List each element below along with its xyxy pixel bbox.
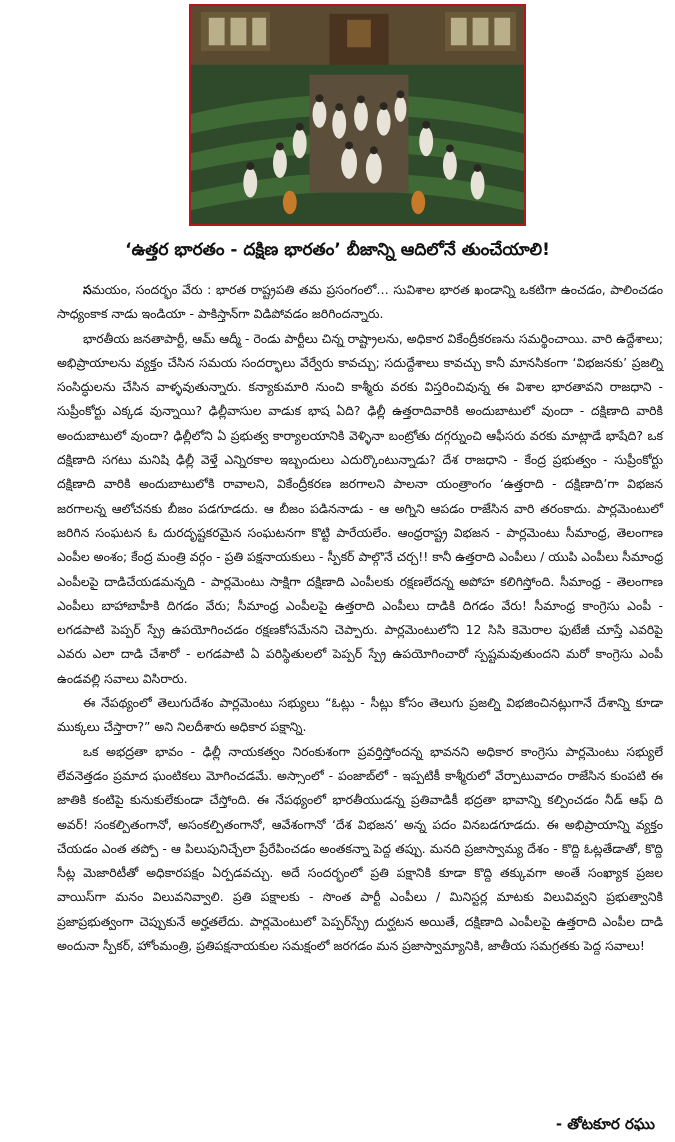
article-paragraph: ఈ నేపథ్యంలో తెలుగుదేశం పార్లమెంటు సభ్యులు “ఓట్లు - సీట్లు కోసం తెలుగు ప్రజల్ని విభజించినట్లుగానే దేశాన్ని కూడా ముక్కలు చేస్తారా?” అని నిలదీశారు అధికార పక్షాన్ని. — [57, 695, 663, 735]
parliament-photo — [189, 4, 526, 226]
headline: ‘ఉత్తర భారతం - దక్షిణ భారతం’ బీజాన్ని ఆదిలోనే తుంచేయాలి! — [125, 240, 550, 260]
article-body — [57, 278, 663, 958]
author-byline: - తోటకూర రఘు — [555, 1115, 655, 1133]
article-paragraph: సమయం, సందర్భం వేరు : భారత రాష్ట్రపతి తమ ప్రసంగంలో… సువిశాల భారత ఖండాన్ని ఒకటిగా ఉంచడం, పాలించడం సాధ్యంకాక నాడు ఇండియా - పాకిస్తాన్‌గా విడిపోవడం జరిగిందన్నారు. — [57, 282, 663, 322]
parliament-chamber-image — [191, 6, 524, 224]
article-paragraph: భారతీయ జనతాపార్టీ, ఆమ్ ఆద్మీ - రెండు పార్టీలు చిన్న రాష్ట్రాలను, అధికార వికేంద్రీకరణను సమర్థించాయి. వారి ఉద్దేశాలు; అభిప్రాయాలను వ్యక్తం చేసిన సమయ సందర్భాలు వేర్వేరు కావచ్చు; సదుద్దేశాలు కావచ్చు కానీ మానసికంగా ‘విభజనకు’ ప్రజల్ని సంసిద్ధులను చేసిన వాళ్ళవుతున్నారు. కన్యాకుమారి నుంచి కాశ్మీరు వరకు విస్తరించివున్న ఈ విశాల భారతావని రాజధాని - సుప్రీంకోర్టు ఎక్కడ వున్నాయి? ఢిల్లీవాసుల వాడుక భాష ఏది? ఢిల్లీ ఉత్తరాదివారికి అందుబాటులో వుందా - దక్షిణాది వారికి అందుబాటులో వుందా? ఢిల్లీలోని ఏ ప్రభుత్వ కార్యాలయానికి వెళ్ళినా బంట్రోతు దగ్గర్నుంచి ఆఫీసరు వరకు మాట్లాడే భాషేది? ఒక దక్షిణాది సగటు మనిషి ఢిల్లీ వెళ్తే ఎన్నిరకాల ఇబ్బందులు ఎదుర్కొంటున్నాడు? దేశ రాజధాని - కేంద్ర ప్రభుత్వం - సుప్రీంకోర్టు దక్షిణాది వారికి అందుబాటులోకి రావాలని, వికేంద్రీకరణ జరగాలని పాలనా యంత్రాంగం ‘ఉత్తరాది - దక్షిణాది’గా విభజన జరగాలన్న ఆలోచనకు బీజం పడగూడదు. ఆ బీజం పడిననాడు - ఆ అగ్నిని ఆపడం రాజేసిన వారి తరంకాదు. పార్లమెంటులో జరిగిన సంఘటన ఓ దురదృష్టకరమైన సంఘటనగా కొట్టి పారేయలేం. ఆంధ్రరాష్ట్ర విభజన - పార్లమెంటు సీమాంధ్ర, తెలంగాణ ఎంపీల అంశం; కేంద్ర మంత్రి వర్గం - ప్రతి పక్షనాయకులు - స్పీకర్ పాల్గొనే చర్చ!! కానీ ఉత్తరాది ఎంపీలు / యుపి ఎంపీలు సీమాంధ్ర ఎంపీలపై దాడిచేయడమన్నది - పార్లమెంటు సాక్షిగా దక్షిణాది ఎంపీలకు రక్షణలేదన్న అపోహ కలిగిస్తోంది. సీమాంధ్ర - తెలంగాణ ఎంపీలు బాహాబాహీకి దిగడం వేరు; సీమాంధ్ర ఎంపీలపై ఉత్తరాది ఎంపీలు దాడికి దిగడం వేరు! సీమాంధ్ర కాంగ్రెసు ఎంపీ - లగడపాటి పెప్పర్ స్ప్రే ఉపయోగించడం రక్షణకోసమేనని చెప్పారు. పార్లమెంటులోని 12 సిసి కెమెరాల ఫుటేజీ చూస్తే ఎవరిపై ఎవరు ఎలా దాడి చేశారో - లగడపాటి ఏ పరిస్థితులలో పెప్పర్ స్ప్రే ఉపయోగించారో స్పష్టమవుతుందని మరో కాంగ్రెసు ఎంపీ ఉండవల్లి సవాలు విసిరారు. — [57, 330, 663, 686]
article-paragraph: ఒక అభద్రతా భావం - ఢిల్లీ నాయకత్వం నిరంకుశంగా ప్రవర్తిస్తోందన్న భావనని అధికార కాంగ్రెసు పార్లమెంటు సభ్యులే లేవనెత్తడం ప్రమాద ఘంటికలు మోగించడమే. అస్సాంలో - పంజాబ్‌లో - ఇప్పటికీ కాశ్మీరులో వేర్పాటువాదం రాజేసిన కుంపటి ఈ జాతికి కంటిపై కునుకులేకుండా చేస్తోంది. ఈ నేపథ్యంలో భారతీయుడన్న ప్రతివాడికీ భద్రతా భావాన్ని కల్పించడం నీడ్ ఆఫ్ ది అవర్! సంకల్పితంగానో, అసంకల్పితంగానో, ఆవేశంగానో ‘దేశ విభజన’ అన్న పదం వినబడగూడదు. ఈ అభిప్రాయాన్ని వ్యక్తం చేయడం ఎంత తప్పో - ఆ పిలుపునిచ్చేలా ప్రేరేపించడం అంతకన్నా పెద్ద తప్పు. మనది ప్రజాస్వామ్య దేశం - కొద్ది ఓట్లతేడాతో, కొద్ది సీట్ల మెజారిటీతో అధికారపక్షం ఏర్పడవచ్చు. అదే సందర్భంలో ప్రతి పక్షానికి కూడా కొద్ది తక్కువగా అంతే సంఖ్యాక ప్రజల వాయిస్‌గా మనం విలువనివ్వాలి. ప్రతి పక్షాలకు - సొంత పార్టీ ఎంపీలు / మినిస్టర్ల మాటకు విలువివ్వని ప్రభుత్వానికి ప్రజాప్రభుత్వంగా చెప్పుకునే అర్హతలేదు. పార్లమెంటులో పెప్పర్‌స్ప్రే దుర్ఘటన అయితే, దక్షిణాది ఎంపీలపై ఉత్తరాది ఎంపీల దాడి అందునా స్పీకర్, హోంమంత్రి, ప్రతిపక్షనాయకుల సమక్షంలో జరగడం మన ప్రజాస్వామ్యానికి, జాతీయ సమగ్రతకు పెద్ద సవాలు! — [57, 743, 663, 954]
